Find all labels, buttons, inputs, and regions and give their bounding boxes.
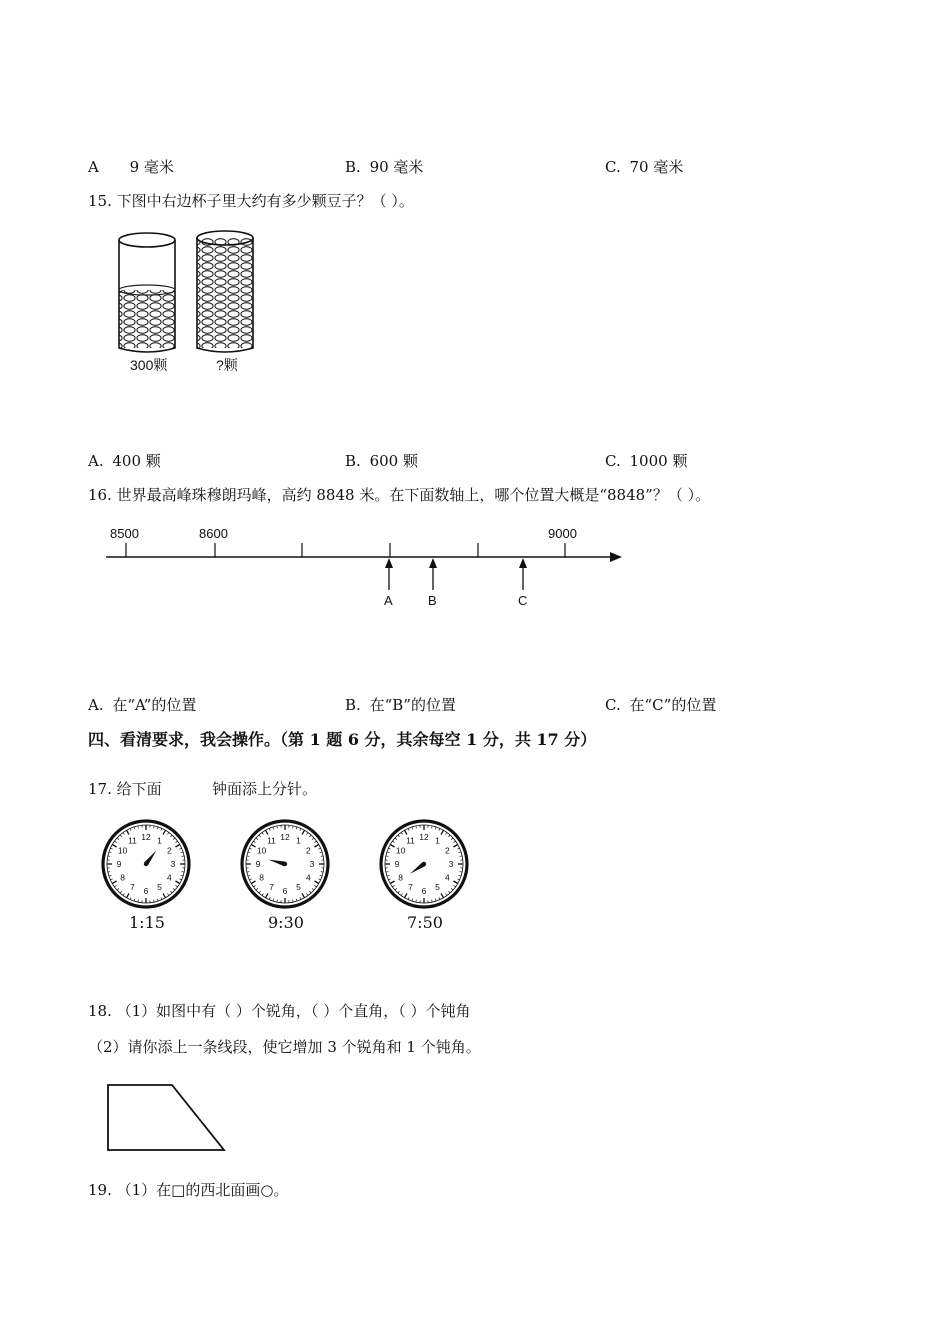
left-cup bbox=[119, 233, 175, 352]
clock-number: 5 bbox=[296, 882, 301, 893]
clock-center bbox=[283, 862, 287, 866]
option-text: 在“B”的位置 bbox=[369, 696, 456, 714]
q16-option-c[interactable] bbox=[605, 695, 716, 715]
clock-number: 8 bbox=[259, 872, 264, 883]
clock-number: 3 bbox=[309, 858, 315, 869]
option-letter: B. bbox=[345, 452, 361, 470]
clock-number: 7 bbox=[130, 882, 135, 893]
clock-center bbox=[144, 862, 148, 866]
clock-number: 12 bbox=[141, 831, 151, 842]
tick-label-8500: 8500 bbox=[110, 526, 139, 541]
q18-line1: 18. （1）如图中有（ ）个锐角，（ ）个直角，（ ）个钝角 bbox=[88, 1002, 471, 1020]
option-text: 70 毫米 bbox=[629, 158, 684, 176]
option-letter: C. bbox=[605, 158, 621, 176]
q14-option-a[interactable] bbox=[88, 157, 174, 177]
bean-cups-figure bbox=[110, 222, 270, 382]
clock-number: 10 bbox=[117, 845, 128, 856]
clock-number: 8 bbox=[120, 872, 125, 883]
option-letter: B. bbox=[345, 158, 361, 176]
clock-number: 11 bbox=[128, 835, 137, 846]
clock-center bbox=[422, 862, 426, 866]
q15-stem: 15. 下图中右边杯子里大约有多少颗豆子？（ ）。 bbox=[88, 192, 414, 210]
q14-option-c[interactable] bbox=[605, 157, 683, 177]
option-letter: B. bbox=[345, 696, 361, 714]
clock-number: 1 bbox=[157, 835, 162, 846]
clock-number: 12 bbox=[280, 831, 290, 842]
q15-option-c[interactable] bbox=[605, 451, 687, 471]
arrow-b bbox=[428, 558, 437, 608]
option-text: 90 毫米 bbox=[369, 158, 424, 176]
option-letter: A. bbox=[88, 696, 104, 714]
option-letter: A. bbox=[88, 452, 104, 470]
option-text: 600 颗 bbox=[369, 452, 418, 470]
arrow-a bbox=[384, 558, 393, 608]
q16-option-a[interactable] bbox=[88, 695, 196, 715]
clock-number: 12 bbox=[419, 831, 429, 842]
clock-number: 5 bbox=[157, 882, 162, 893]
clock-number: 3 bbox=[448, 858, 454, 869]
option-text: 在“A”的位置 bbox=[112, 696, 197, 714]
q15-option-a[interactable] bbox=[88, 451, 161, 471]
clock-number: 2 bbox=[306, 845, 311, 856]
clock-number: 7 bbox=[408, 882, 413, 893]
arrow-c bbox=[518, 558, 527, 608]
q17-stem-a: 17. 给下面 bbox=[88, 780, 162, 798]
clock-time-label: 9:30 bbox=[268, 913, 304, 932]
clock-number: 7 bbox=[269, 882, 274, 893]
clock-number: 9 bbox=[394, 858, 400, 869]
svg-text:C: C bbox=[518, 593, 528, 608]
q14-option-b[interactable] bbox=[345, 157, 423, 177]
clock-number: 6 bbox=[143, 885, 149, 896]
right-cup bbox=[197, 231, 253, 352]
clock-number: 4 bbox=[167, 872, 172, 883]
clock-time-label: 1:15 bbox=[129, 913, 165, 932]
clock-number: 4 bbox=[306, 872, 311, 883]
clock-face bbox=[91, 818, 201, 928]
tick-label-8600: 8600 bbox=[199, 526, 228, 541]
option-text: 1000 颗 bbox=[629, 452, 688, 470]
right-cup-label: ?颗 bbox=[216, 357, 238, 373]
clock-number: 6 bbox=[282, 885, 288, 896]
clock-number: 2 bbox=[167, 845, 172, 856]
trapezoid-figure[interactable] bbox=[100, 1075, 240, 1165]
svg-text:A: A bbox=[384, 593, 393, 608]
option-letter: C. bbox=[605, 452, 621, 470]
clock-number: 3 bbox=[170, 858, 176, 869]
clock-number: 10 bbox=[256, 845, 267, 856]
svg-text:B: B bbox=[428, 593, 437, 608]
q15-option-b[interactable] bbox=[345, 451, 418, 471]
clock-face bbox=[230, 818, 340, 928]
q16-option-b[interactable] bbox=[345, 695, 456, 715]
left-cup-label: 300颗 bbox=[130, 357, 168, 373]
clock-number: 1 bbox=[296, 835, 301, 846]
clock-number: 5 bbox=[435, 882, 440, 893]
option-letter: C. bbox=[605, 696, 621, 714]
clock-time-label: 7:50 bbox=[407, 913, 443, 932]
clock-face bbox=[369, 818, 479, 928]
clock-number: 9 bbox=[116, 858, 122, 869]
option-text: 9 毫米 bbox=[129, 158, 174, 176]
q19-line1: 19. （1）在□的西北面画○。 bbox=[88, 1181, 289, 1199]
clock-number: 10 bbox=[395, 845, 406, 856]
option-text: 在“C”的位置 bbox=[629, 696, 717, 714]
section-title: 四、看清要求，我会操作。（第 1 题 6 分，其余每空 1 分，共 17 分） bbox=[88, 730, 597, 749]
q16-stem: 16. 世界最高峰珠穆朗玛峰，高约 8848 米。在下面数轴上，哪个位置大概是“8848”？（ ）。 bbox=[88, 486, 711, 504]
clock-number: 11 bbox=[267, 835, 276, 846]
clock-number: 11 bbox=[406, 835, 415, 846]
tick-label-9000: 9000 bbox=[548, 526, 577, 541]
clock-number: 8 bbox=[398, 872, 403, 883]
option-text: 400 颗 bbox=[112, 452, 161, 470]
number-line-figure bbox=[100, 520, 640, 620]
clock-number: 4 bbox=[445, 872, 450, 883]
clock-number: 1 bbox=[435, 835, 440, 846]
option-letter: A bbox=[88, 158, 99, 176]
clock-number: 2 bbox=[445, 845, 450, 856]
q17-stem-b: 钟面添上分针。 bbox=[212, 780, 318, 798]
q18-line2: （2）请你添上一条线段，使它增加 3 个锐角和 1 个钝角。 bbox=[88, 1038, 481, 1056]
clock-number: 6 bbox=[421, 885, 427, 896]
clock-number: 9 bbox=[255, 858, 261, 869]
